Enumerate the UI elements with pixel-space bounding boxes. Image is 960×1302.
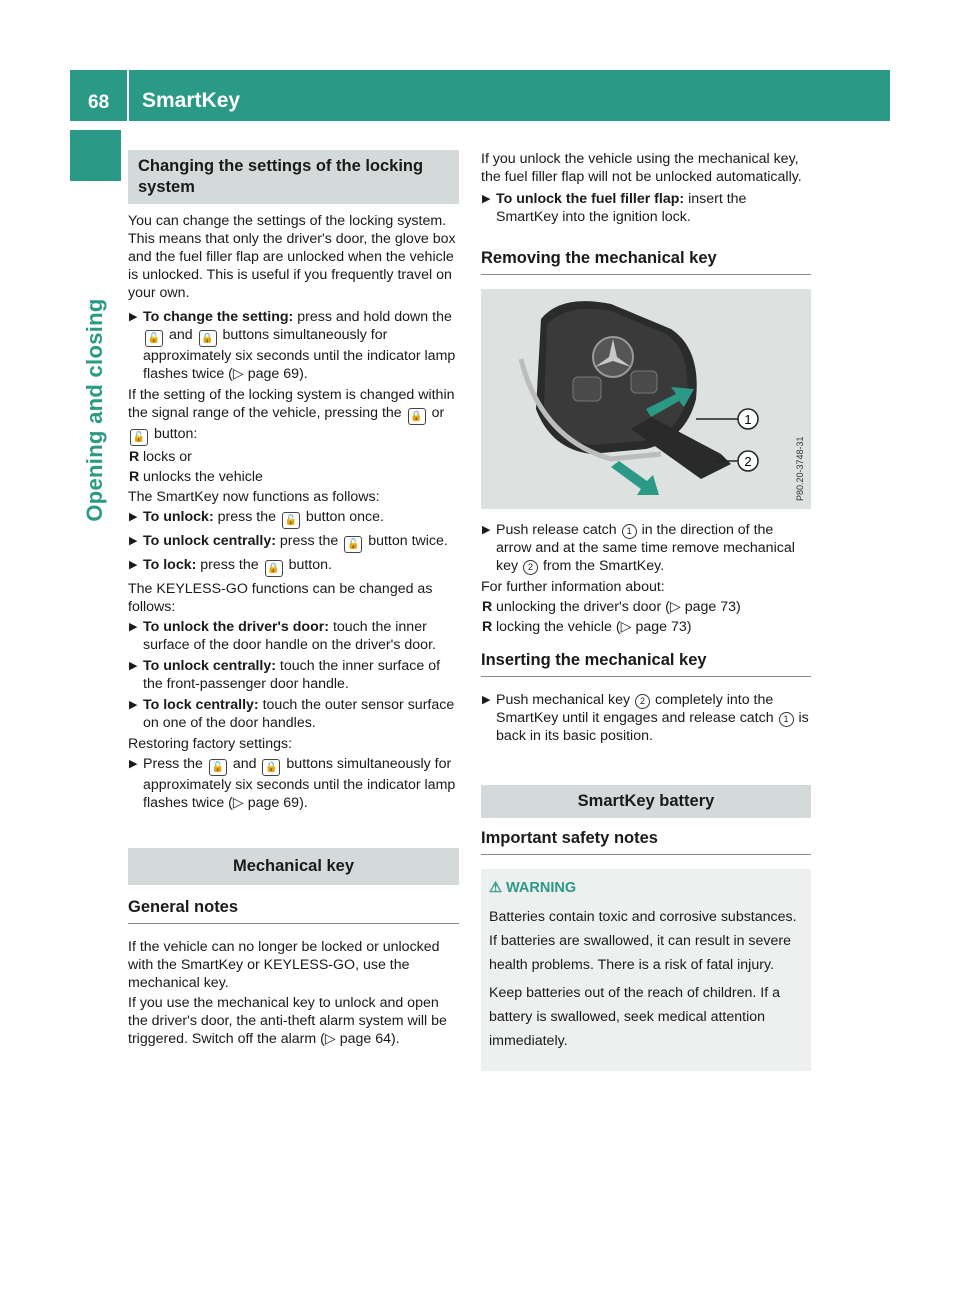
chapter-title: Opening and closing: [82, 298, 107, 522]
step-keyless-unlock-driver: ▶ To unlock the driver's door: touch the inner surface of the door handle on the driver's door.: [129, 619, 436, 653]
bullet-icon: R: [129, 469, 140, 485]
list-item: R unlocks the vehicle: [129, 469, 263, 485]
page-ref-link[interactable]: page 69: [247, 795, 300, 811]
further-info-label: For further information about:: [481, 579, 665, 595]
smartkey-photo: [481, 289, 811, 509]
lock-button-icon: 🔒: [265, 560, 283, 577]
unlock-button-icon: 🔓: [344, 536, 362, 553]
functions-paragraph: The SmartKey now functions as follows:: [128, 489, 380, 505]
step-push-release: ▶ Push release catch 1 in the direction of the arrow and at the same time remove mechanical key 2 from the SmartKey.: [482, 522, 795, 574]
fuel-flap-paragraph: If you unlock the vehicle using the mechanical key, the fuel filler flap will not be unlocked automatically.: [481, 151, 802, 185]
lock-button-icon: 🔒: [408, 408, 426, 425]
left-column: [128, 150, 459, 1050]
step-arrow-icon: ▶: [129, 511, 138, 523]
page-number: 68: [88, 92, 110, 113]
step-change-setting: ▶ To change the setting: press and hold down the 🔓 and 🔒 buttons simultaneously for approximately six seconds until the indicator lamp flashes twice (▷ page 69).: [129, 309, 456, 382]
changed-paragraph: If the setting of the locking system is changed within the signal range of the vehicle, pressing the 🔒 or 🔓 button:: [128, 386, 459, 446]
page-ref-link[interactable]: page 73: [684, 599, 737, 615]
chapter-marker: [70, 130, 121, 181]
page-ref-link[interactable]: page 69: [247, 366, 300, 382]
unlock-button-icon: 🔓: [209, 759, 227, 776]
list-item: R locks or: [129, 449, 192, 465]
figure-code: P80.20-3748-31: [795, 436, 805, 501]
page-ref-link[interactable]: page 64: [339, 1031, 392, 1047]
step-keyless-unlock-central: ▶ To unlock centrally: touch the inner surface of the front-passenger door handle.: [129, 658, 441, 692]
warning-box: [481, 869, 811, 1071]
page-ref-arrow-icon: ▷: [232, 366, 244, 382]
inserting-key-heading: Inserting the mechanical key: [481, 650, 811, 677]
step-arrow-icon: ▶: [129, 535, 138, 547]
step-arrow-icon: ▶: [129, 660, 138, 672]
step-arrow-icon: ▶: [482, 694, 491, 706]
callout-2-icon: 2: [523, 560, 538, 575]
step-restore: ▶ Press the 🔓 and 🔒 buttons simultaneously for approximately six seconds until the indicator lamp flashes twice (▷ page 69).: [129, 756, 456, 811]
mechanical-key-heading: Mechanical key: [128, 848, 459, 885]
list-item: R unlocking the driver's door (▷ page 73): [482, 599, 741, 615]
step-arrow-icon: ▶: [129, 758, 138, 770]
callout-1-icon: 1: [622, 524, 637, 539]
callout-1-icon: 1: [779, 712, 794, 727]
intro-paragraph: You can change the settings of the locking system. This means that only the driver's door, the glove box and the fuel filler flap are unlocked when the vehicle is unlocked. This is useful if you frequently travel on your own.: [128, 213, 456, 301]
lock-button-icon: 🔒: [262, 759, 280, 776]
warning-icon: ⚠: [489, 880, 502, 896]
unlock-button-icon: 🔓: [282, 512, 300, 529]
unlock-button-icon: 🔓: [130, 429, 148, 446]
warning-paragraph-1: Batteries contain toxic and corrosive substances. If batteries are swallowed, it can result in severe health problems. There is a risk of fatal injury.: [489, 909, 797, 973]
smartkey-illustration: [481, 289, 811, 509]
unlock-button-icon: 🔓: [145, 330, 163, 347]
page-ref-link[interactable]: page 73: [635, 619, 687, 635]
step-keyless-lock-central: ▶ To lock centrally: touch the outer sensor surface on one of the door handles.: [129, 697, 455, 731]
page-ref-arrow-icon: ▷: [232, 795, 244, 811]
changing-settings-heading: Changing the settings of the locking system: [128, 150, 459, 204]
step-lock: ▶ To lock: press the 🔒 button.: [128, 556, 459, 577]
right-column: [481, 150, 811, 1071]
general-paragraph-1: If the vehicle can no longer be locked or unlocked with the SmartKey or KEYLESS-GO, use the mechanical key.: [128, 939, 440, 991]
warning-paragraph-2: Keep batteries out of the reach of children. If a battery is swallowed, seek medical attention immediately.: [489, 985, 781, 1049]
step-arrow-icon: ▶: [482, 193, 491, 205]
bullet-icon: R: [482, 599, 493, 615]
keyless-intro: The KEYLESS-GO functions can be changed as follows:: [128, 581, 433, 615]
callout-2-icon: 2: [635, 694, 650, 709]
step-arrow-icon: ▶: [482, 524, 491, 536]
safety-notes-heading: Important safety notes: [481, 828, 811, 855]
battery-heading: SmartKey battery: [481, 785, 811, 818]
page-ref-arrow-icon: ▷: [669, 599, 681, 615]
step-arrow-icon: ▶: [129, 559, 138, 571]
restore-label: Restoring factory settings:: [128, 736, 293, 752]
header-divider: [127, 70, 129, 121]
general-paragraph-2: If you use the mechanical key to unlock and open the driver's door, the anti-theft alarm system will be triggered. Switch off the alarm (▷ page 64).: [128, 995, 447, 1047]
page-ref-arrow-icon: ▷: [620, 619, 632, 635]
chapter-tab: [70, 190, 121, 630]
bullet-icon: R: [482, 619, 493, 635]
general-notes-heading: General notes: [128, 897, 459, 924]
callout-2: 2: [744, 454, 752, 469]
step-arrow-icon: ▶: [129, 311, 138, 323]
header-title: SmartKey: [142, 89, 241, 112]
step-unlock-centrally: ▶ To unlock centrally: press the 🔓 button twice.: [128, 532, 459, 553]
step-unlock: ▶ To unlock: press the 🔓 button once.: [128, 508, 459, 529]
step-push-key-in: ▶ Push mechanical key 2 completely into the SmartKey until it engages and release catch 1 is back in its basic position.: [482, 692, 809, 744]
page-ref-arrow-icon: ▷: [324, 1031, 336, 1047]
removing-key-heading: Removing the mechanical key: [481, 248, 811, 275]
lock-button-icon: 🔒: [199, 330, 217, 347]
step-arrow-icon: ▶: [129, 699, 138, 711]
page-header: [70, 70, 890, 121]
bullet-icon: R: [129, 449, 140, 465]
warning-title: ⚠ WARNING: [489, 880, 577, 896]
callout-1: 1: [744, 412, 752, 427]
step-unlock-fuel-flap: ▶ To unlock the fuel filler flap: insert the SmartKey into the ignition lock.: [482, 191, 747, 225]
chapter-sidebar: [70, 130, 121, 1174]
step-arrow-icon: ▶: [129, 621, 138, 633]
list-item: R locking the vehicle (▷ page 73): [482, 619, 692, 635]
